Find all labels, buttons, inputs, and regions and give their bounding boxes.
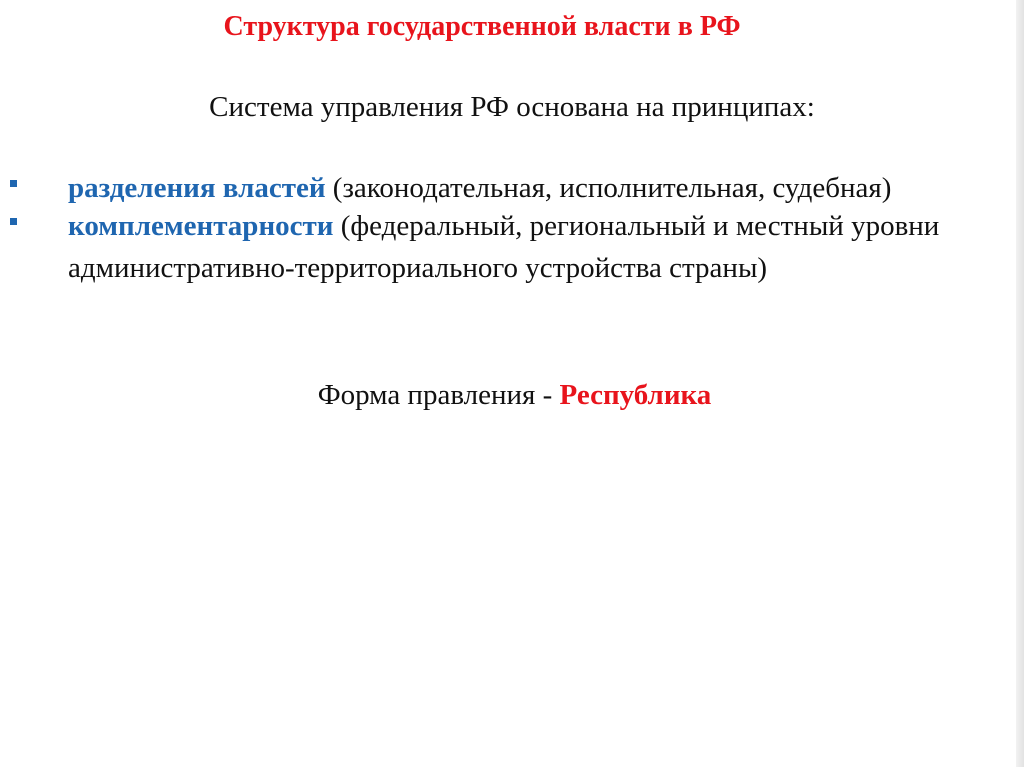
square-bullet-icon bbox=[10, 218, 17, 225]
principle-term: разделения властей bbox=[68, 172, 326, 204]
list-item bbox=[0, 205, 1014, 289]
principle-detail: (законодательная, исполнительная, судебная) bbox=[325, 172, 892, 204]
slide-edge bbox=[1016, 0, 1024, 767]
square-bullet-icon bbox=[10, 180, 17, 187]
government-form-text bbox=[318, 377, 712, 413]
government-form-label: Форма правления - bbox=[317, 379, 560, 411]
government-form-value: Республика bbox=[559, 379, 712, 411]
principle-term: комплементарности bbox=[68, 210, 334, 242]
list-item bbox=[0, 167, 1014, 209]
principles-list bbox=[0, 167, 1024, 289]
slide-title: Структура государственной власти в РФ bbox=[223, 11, 741, 42]
principle-detail: (федеральный, региональный и местный уровни административно-территориального устройства страны) bbox=[68, 210, 940, 284]
slide-subtitle: Система управления РФ основана на принципах: bbox=[209, 91, 815, 123]
government-form bbox=[0, 377, 1024, 413]
